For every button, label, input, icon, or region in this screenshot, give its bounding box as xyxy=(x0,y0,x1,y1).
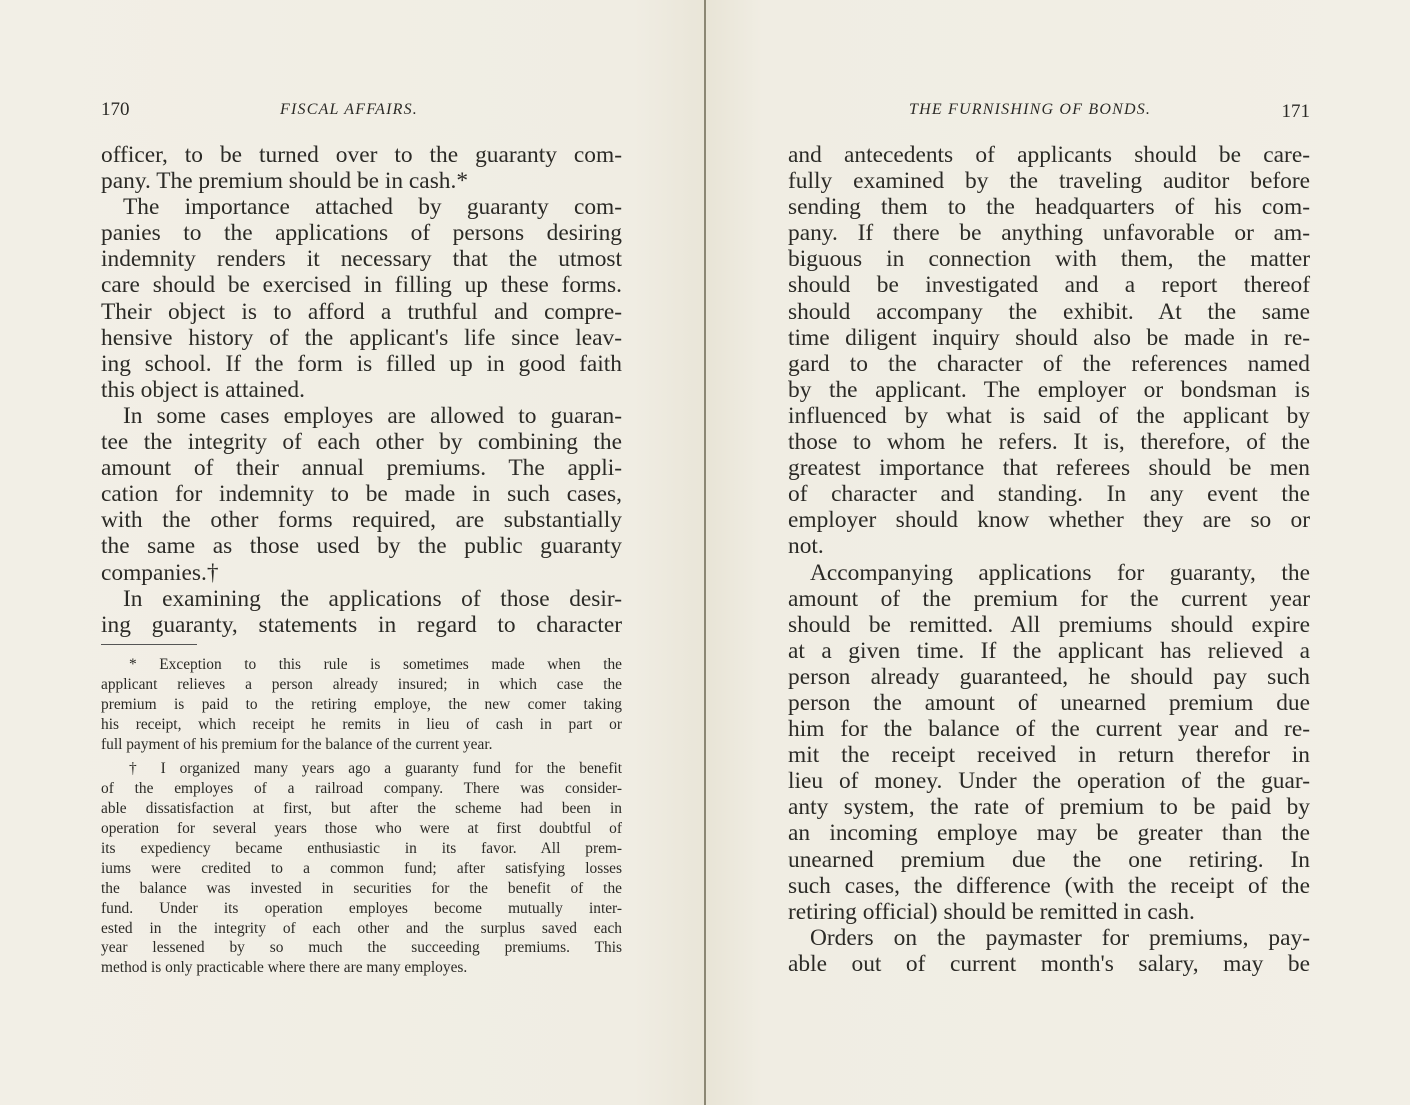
text-line: amount of the premium for the current year xyxy=(788,585,1310,612)
footnote-rule xyxy=(101,644,197,645)
footnote-line: method is only practicable where there are many employes. xyxy=(101,959,468,977)
text-line: him for the balance of the current year and re- xyxy=(788,716,1310,743)
text-line: In examining the applications of those desir- xyxy=(123,585,622,612)
footnote-line: able dissatisfaction at first, but after the scheme had been in xyxy=(101,800,622,818)
text-line: pany. The premium should be in cash.* xyxy=(101,168,469,195)
text-line: employer should know whether they are so or xyxy=(788,507,1310,534)
footnote-line: its expediency became enthusiastic in its favor. All prem- xyxy=(101,840,622,858)
text-line: hensive history of the applicant's life since leav- xyxy=(101,324,622,351)
running-head: FISCAL AFFAIRS. xyxy=(280,101,418,118)
text-line: unearned premium due the one retiring. In xyxy=(788,846,1310,873)
text-line: mit the receipt received in return therefor in xyxy=(788,742,1310,769)
text-line: person already guaranteed, he should pay such xyxy=(788,663,1310,690)
text-line: the same as those used by the public guaranty xyxy=(101,533,622,560)
footnotes xyxy=(101,655,622,978)
footnote-line: year lessened by so much the succeeding premiums. This xyxy=(101,939,622,957)
text-line: not. xyxy=(788,533,824,560)
footnote-line: of the employes of a railroad company. There was consider- xyxy=(101,780,622,798)
text-line: ing school. If the form is filled up in good faith xyxy=(101,350,622,377)
text-line: The importance attached by guaranty com- xyxy=(123,194,622,221)
text-line: Accompanying applications for guaranty, the xyxy=(810,559,1310,586)
text-line: care should be exercised in filling up these forms. xyxy=(101,272,622,299)
running-head: THE FURNISHING OF BONDS. xyxy=(909,101,1152,118)
text-line: sending them to the headquarters of his com- xyxy=(788,194,1310,221)
footnote-line: † I organized many years ago a guaranty fund for the benefit xyxy=(129,760,622,778)
text-line: Orders on the paymaster for premiums, pay- xyxy=(810,924,1310,951)
footnote-line: full payment of his premium for the balance of the current year. xyxy=(101,735,493,753)
text-line: panies to the applications of persons desiring xyxy=(101,220,622,247)
text-line: gard to the character of the references named xyxy=(788,350,1310,377)
text-line: influenced by what is said of the applicant by xyxy=(788,402,1310,429)
text-line: time diligent inquiry should also be made in re- xyxy=(788,324,1310,351)
footnote xyxy=(101,655,622,754)
text-line: should be remitted. All premiums should expire xyxy=(788,611,1310,638)
footnote xyxy=(101,759,622,978)
text-line: officer, to be turned over to the guaranty com- xyxy=(101,142,622,168)
text-line: ing guaranty, statements in regard to character xyxy=(101,611,622,638)
text-line: anty system, the rate of premium to be paid by xyxy=(788,794,1310,821)
text-line: companies.† xyxy=(101,559,219,586)
text-line: fully examined by the traveling auditor before xyxy=(788,168,1310,195)
text-line: an incoming employe may be greater than the xyxy=(788,820,1310,847)
text-line: person the amount of unearned premium due xyxy=(788,689,1310,716)
text-line: this object is attained. xyxy=(101,376,305,403)
footnote-line: his receipt, which receipt he remits in lieu of cash in part or xyxy=(101,715,622,733)
left-page-body xyxy=(101,142,622,638)
text-line: biguous in connection with them, the matter xyxy=(788,246,1310,273)
text-line: and antecedents of applicants should be care- xyxy=(788,142,1310,168)
footnote-line: applicant relieves a person already insured; in which case the xyxy=(101,675,622,693)
text-line: should be investigated and a report thereof xyxy=(788,272,1310,299)
text-line: should accompany the exhibit. At the same xyxy=(788,298,1310,325)
text-line: indemnity renders it necessary that the utmost xyxy=(101,246,622,273)
page-number: 171 xyxy=(1281,101,1310,122)
text-line: In some cases employes are allowed to guaran- xyxy=(123,402,622,429)
text-line: by the applicant. The employer or bondsman is xyxy=(788,376,1310,403)
footnote-line: fund. Under its operation employes become mutually inter- xyxy=(101,899,622,917)
footnote-line: operation for several years those who were at first doubtful of xyxy=(101,820,622,838)
text-line: Their object is to afford a truthful and compre- xyxy=(101,298,622,325)
text-line: pany. If there be anything unfavorable or am- xyxy=(788,220,1310,247)
text-line: those to whom he refers. It is, therefore, of the xyxy=(788,429,1310,456)
text-line: cation for indemnity to be made in such cases, xyxy=(101,481,622,508)
text-line: tee the integrity of each other by combining the xyxy=(101,429,622,456)
text-line: retiring official) should be remitted in cash. xyxy=(788,898,1195,925)
right-page xyxy=(706,0,1410,1105)
footnote-line: * Exception to this rule is sometimes made when the xyxy=(129,656,622,673)
footnote-line: the balance was invested in securities for the benefit of the xyxy=(101,879,622,897)
footnote-line: ested in the integrity of each other and the surplus saved each xyxy=(101,919,622,937)
text-line: such cases, the difference (with the receipt of the xyxy=(788,872,1310,899)
footnote-line: iums were credited to a common fund; after satisfying losses xyxy=(101,859,622,877)
text-line: of character and standing. In any event the xyxy=(788,481,1310,508)
text-line: at a given time. If the applicant has relieved a xyxy=(788,637,1310,664)
left-page-header xyxy=(101,98,622,122)
text-line: lieu of money. Under the operation of the guar- xyxy=(788,768,1310,795)
right-page-body xyxy=(788,142,1310,977)
text-line: with the other forms required, are substantially xyxy=(101,507,622,534)
right-page-header xyxy=(788,98,1310,122)
page-number: 170 xyxy=(101,99,130,120)
text-line: able out of current month's salary, may be xyxy=(788,950,1310,977)
text-line: greatest importance that referees should be men xyxy=(788,455,1310,482)
footnote-line: premium is paid to the retiring employe, the new comer taking xyxy=(101,695,622,713)
text-line: amount of their annual premiums. The appli- xyxy=(101,455,622,482)
